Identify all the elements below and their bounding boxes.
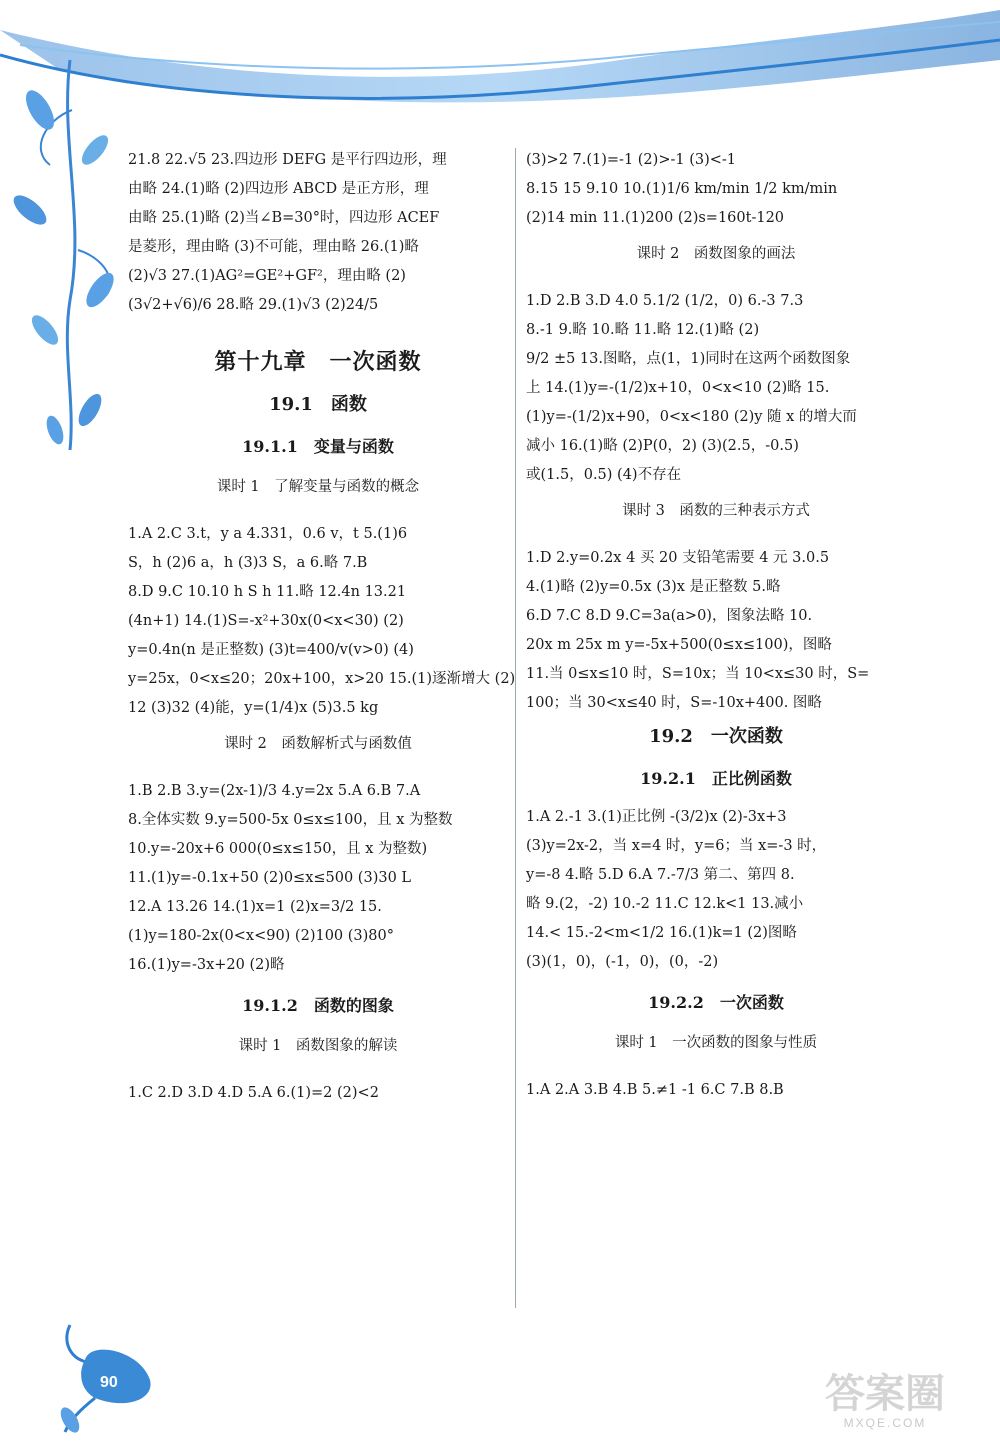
answer-line: 11.当 0≤x≤10 时，S=10x；当 10<x≤30 时，S= <box>526 666 870 682</box>
answer-line: y=-8 4.略 5.D 6.A 7.-7/3 第二、第四 8. <box>526 867 795 883</box>
answer-line: 12.A 13.26 14.(1)x=1 (2)x=3/2 15. <box>128 899 382 915</box>
answer-line: 或(1.5，0.5) (4)不存在 <box>526 467 682 483</box>
answer-line: 10.y=-20x+6 000(0≤x≤150，且 x 为整数) <box>128 841 428 857</box>
right-column <box>526 150 906 1109</box>
answer-line: 是菱形，理由略 (3)不可能，理由略 26.(1)略 <box>128 239 419 255</box>
subsection-heading: 19.1.2 函数的图象 <box>242 996 394 1015</box>
lesson-heading: 课时 2 函数解析式与函数值 <box>224 736 412 752</box>
left-column <box>128 150 516 1112</box>
lesson-heading: 课时 1 了解变量与函数的概念 <box>216 479 420 495</box>
answer-line: (1)y=180-2x(0<x<90) (2)100 (3)80° <box>128 928 394 944</box>
answer-line: y=25x，0<x≤20；20x+100，x>20 15.(1)逐渐增大 (2) <box>128 671 516 687</box>
watermark-logo <box>800 1372 970 1430</box>
lesson-heading: 课时 3 函数的三种表示方式 <box>622 503 810 519</box>
answer-line: 略 9.(2，-2) 10.-2 11.C 12.k<1 13.减小 <box>526 896 804 912</box>
answer-line: 16.(1)y=-3x+20 (2)略 <box>128 957 285 973</box>
answer-line: (1)y=-(1/2)x+90，0<x<180 (2)y 随 x 的增大而 <box>526 409 857 425</box>
answer-line: (3)>2 7.(1)=-1 (2)>-1 (3)<-1 <box>526 152 737 168</box>
answer-line: 14.< 15.-2<m<1/2 16.(1)k=1 (2)图略 <box>526 925 797 941</box>
subsection-heading: 19.2.2 一次函数 <box>648 993 784 1012</box>
subsection-heading: 19.1.1 变量与函数 <box>242 437 394 456</box>
answer-line: 100；当 30<x≤40 时，S=-10x+400. 图略 <box>526 695 822 711</box>
lesson-heading: 课时 1 一次函数的图象与性质 <box>614 1035 818 1051</box>
answer-line: (3)(1，0)，(-1，0)，(0，-2) <box>526 954 719 970</box>
answer-line: 1.A 2.A 3.B 4.B 5.≠1 -1 6.C 7.B 8.B <box>526 1082 784 1098</box>
answer-line: 1.D 2.B 3.D 4.0 5.1/2 (1/2，0) 6.-3 7.3 <box>526 293 804 309</box>
answer-line: 1.C 2.D 3.D 4.D 5.A 6.(1)=2 (2)<2 <box>128 1085 379 1101</box>
answer-line: 上 14.(1)y=-(1/2)x+10，0<x<10 (2)略 15. <box>526 380 830 396</box>
answer-line: 4.(1)略 (2)y=0.5x (3)x 是正整数 5.略 <box>526 579 781 595</box>
answer-line: 减小 16.(1)略 (2)P(0，2) (3)(2.5，-0.5) <box>526 438 799 454</box>
answer-line: (2)√3 27.(1)AG²=GE²+GF²，理由略 (2) <box>128 268 406 284</box>
answer-line: (4n+1) 14.(1)S=-x²+30x(0<x<30) (2) <box>128 613 404 629</box>
chapter-title: 第十九章 一次函数 <box>214 349 422 375</box>
column-divider <box>515 148 516 1308</box>
answer-line: 1.A 2.-1 3.(1)正比例 -(3/2)x (2)-3x+3 <box>526 809 787 825</box>
answer-line: 8.全体实数 9.y=500-5x 0≤x≤100，且 x 为整数 <box>128 812 453 828</box>
answer-line: 11.(1)y=-0.1x+50 (2)0≤x≤500 (3)30 L <box>128 870 412 886</box>
answer-line: (2)14 min 11.(1)200 (2)s=160t-120 <box>526 210 785 226</box>
watermark-logo-text: 答案圈 <box>825 1372 945 1416</box>
answer-line: 8.-1 9.略 10.略 11.略 12.(1)略 (2) <box>526 322 760 338</box>
answer-line: (3√2+√6)/6 28.略 29.(1)√3 (2)24/5 <box>128 297 379 313</box>
answer-line: 8.D 9.C 10.10 h S h 11.略 12.4n 13.21 <box>128 584 407 600</box>
answer-line: 1.D 2.y=0.2x 4 买 20 支铅笔需要 4 元 3.0.5 <box>526 550 830 566</box>
lesson-heading: 课时 2 函数图象的画法 <box>636 246 796 262</box>
section-heading: 19.2 一次函数 <box>649 726 783 747</box>
answer-line: 6.D 7.C 8.D 9.C=3a(a>0)，图象法略 10. <box>526 608 813 624</box>
answer-line: 21.8 22.√5 23.四边形 DEFG 是平行四边形，理 <box>128 152 447 168</box>
answer-line: S，h (2)6 a，h (3)3 S，a 6.略 7.B <box>128 555 368 571</box>
answer-line: y=0.4n(n 是正整数) (3)t=400/v(v>0) (4) <box>128 642 414 658</box>
lesson-heading: 课时 1 函数图象的解读 <box>238 1038 398 1054</box>
answer-line: 1.B 2.B 3.y=(2x-1)/3 4.y=2x 5.A 6.B 7.A <box>128 783 421 799</box>
answer-line: 8.15 15 9.10 10.(1)1/6 km/min 1/2 km/min <box>526 181 838 197</box>
page-number-leaf-decoration <box>0 0 180 1452</box>
section-heading: 19.1 函数 <box>269 394 367 415</box>
subsection-heading: 19.2.1 正比例函数 <box>640 769 792 788</box>
answer-line: 20x m 25x m y=-5x+500(0≤x≤100)，图略 <box>526 637 832 653</box>
answer-line: 由略 25.(1)略 (2)当∠B=30°时，四边形 ACEF <box>128 210 440 226</box>
watermark-url: MXQE.COM <box>843 1416 927 1430</box>
answer-line: 12 (3)32 (4)能，y=(1/4)x (5)3.5 kg <box>128 700 379 716</box>
answer-line: 1.A 2.C 3.t，y a 4.331，0.6 v，t 5.(1)6 <box>128 526 408 542</box>
answer-line: 9/2 ±5 13.图略，点(1，1)同时在这两个函数图象 <box>526 351 851 367</box>
page-number: 90 <box>100 1374 118 1391</box>
answer-line: (3)y=2x-2，当 x=4 时，y=6；当 x=-3 时， <box>526 838 827 854</box>
answer-line: 由略 24.(1)略 (2)四边形 ABCD 是正方形，理 <box>128 181 429 197</box>
